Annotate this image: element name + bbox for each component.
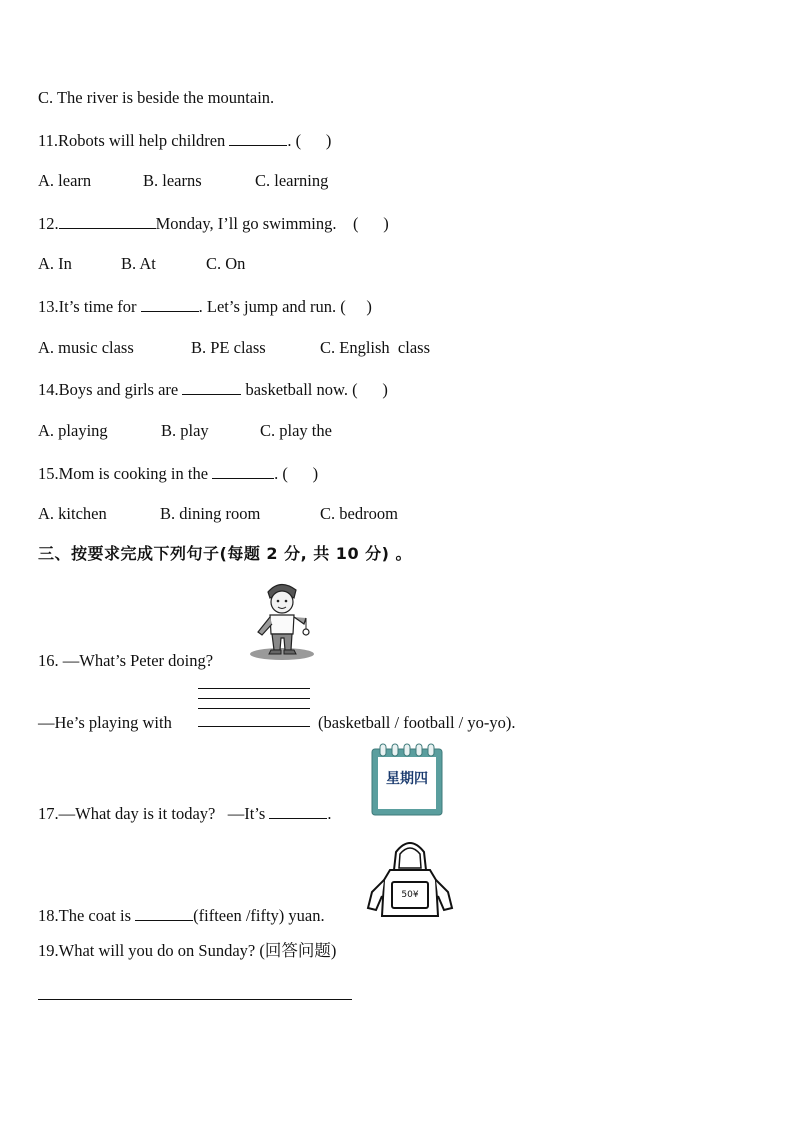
q18-blank[interactable]	[135, 905, 193, 921]
q18-lead: 18.The coat is	[38, 906, 136, 925]
q16-answer-lead: —He’s playing with	[38, 713, 172, 732]
q14-question	[38, 379, 388, 400]
q11-option-c[interactable]: C. learning	[255, 171, 329, 190]
q17-question	[38, 803, 332, 824]
q16-answer-choices: (basketball / football / yo-yo).	[318, 713, 516, 732]
q13-option-a[interactable]: A. music class	[38, 338, 134, 357]
q15-lead: 15.Mom is cooking in the	[38, 464, 213, 483]
q16-answer-blank[interactable]	[198, 726, 310, 727]
q16-answer-guide-1	[198, 688, 310, 689]
q14-tail: basketball now. ( )	[241, 380, 388, 399]
q16-answer-guide-3	[198, 708, 310, 709]
q18-tail: (fifteen /fifty) yuan.	[193, 906, 325, 925]
q13-option-b[interactable]: B. PE class	[191, 338, 266, 357]
q12-blank[interactable]	[59, 213, 156, 229]
q19-question: 19.What will you do on Sunday? (回答问题)	[38, 941, 337, 960]
q11-blank[interactable]	[229, 130, 287, 146]
q11-option-b[interactable]: B. learns	[143, 171, 202, 190]
q16-answer-guide-2	[198, 698, 310, 699]
q14-option-b[interactable]: B. play	[161, 421, 209, 440]
q19-answer-line[interactable]	[38, 999, 352, 1000]
q14-lead: 14.Boys and girls are	[38, 380, 183, 399]
q15-tail: . ( )	[274, 464, 319, 483]
section-3-heading: 三、按要求完成下列句子(每题 2 分, 共 10 分) 。	[38, 544, 413, 563]
q15-option-a[interactable]: A. kitchen	[38, 504, 107, 523]
q13-option-c[interactable]: C. English class	[320, 338, 430, 357]
q17-blank[interactable]	[269, 803, 327, 819]
q18-question	[38, 905, 325, 926]
boy-yoyo-icon	[246, 580, 318, 662]
q17-lead: 17.—What day is it today? —It’s	[38, 804, 270, 823]
q16-question: 16. —What’s Peter doing?	[38, 651, 214, 670]
q14-blank[interactable]	[182, 379, 241, 395]
q10-option-c: C. The river is beside the mountain.	[38, 88, 275, 107]
coat-price-tag: 50¥	[401, 890, 419, 900]
q15-option-c[interactable]: C. bedroom	[320, 504, 398, 523]
q12-option-b[interactable]: B. At	[121, 254, 156, 273]
q11-tail: . ( )	[287, 131, 332, 150]
q13-tail: . Let’s jump and run. ( )	[198, 297, 372, 316]
q11-question	[38, 130, 331, 151]
calendar-day-label: 星期四	[386, 771, 428, 787]
q14-option-a[interactable]: A. playing	[38, 421, 108, 440]
q13-lead: 13.It’s time for	[38, 297, 141, 316]
q12-question	[38, 213, 389, 234]
q12-lead: 12.	[38, 214, 59, 233]
q11-lead: 11.Robots will help children	[38, 131, 230, 150]
q14-option-c[interactable]: C. play the	[260, 421, 332, 440]
q11-option-a[interactable]: A. learn	[38, 171, 92, 190]
q13-question	[38, 296, 372, 317]
calendar-icon	[370, 743, 444, 817]
coat-icon	[366, 836, 454, 920]
q15-question	[38, 463, 318, 484]
q12-tail: Monday, I’ll go swimming. ( )	[155, 214, 389, 233]
q15-blank[interactable]	[212, 463, 274, 479]
q13-blank[interactable]	[141, 296, 199, 312]
q17-tail: .	[327, 804, 332, 823]
q12-option-c[interactable]: C. On	[206, 254, 246, 273]
q15-option-b[interactable]: B. dining room	[160, 504, 261, 523]
q12-option-a[interactable]: A. In	[38, 254, 72, 273]
